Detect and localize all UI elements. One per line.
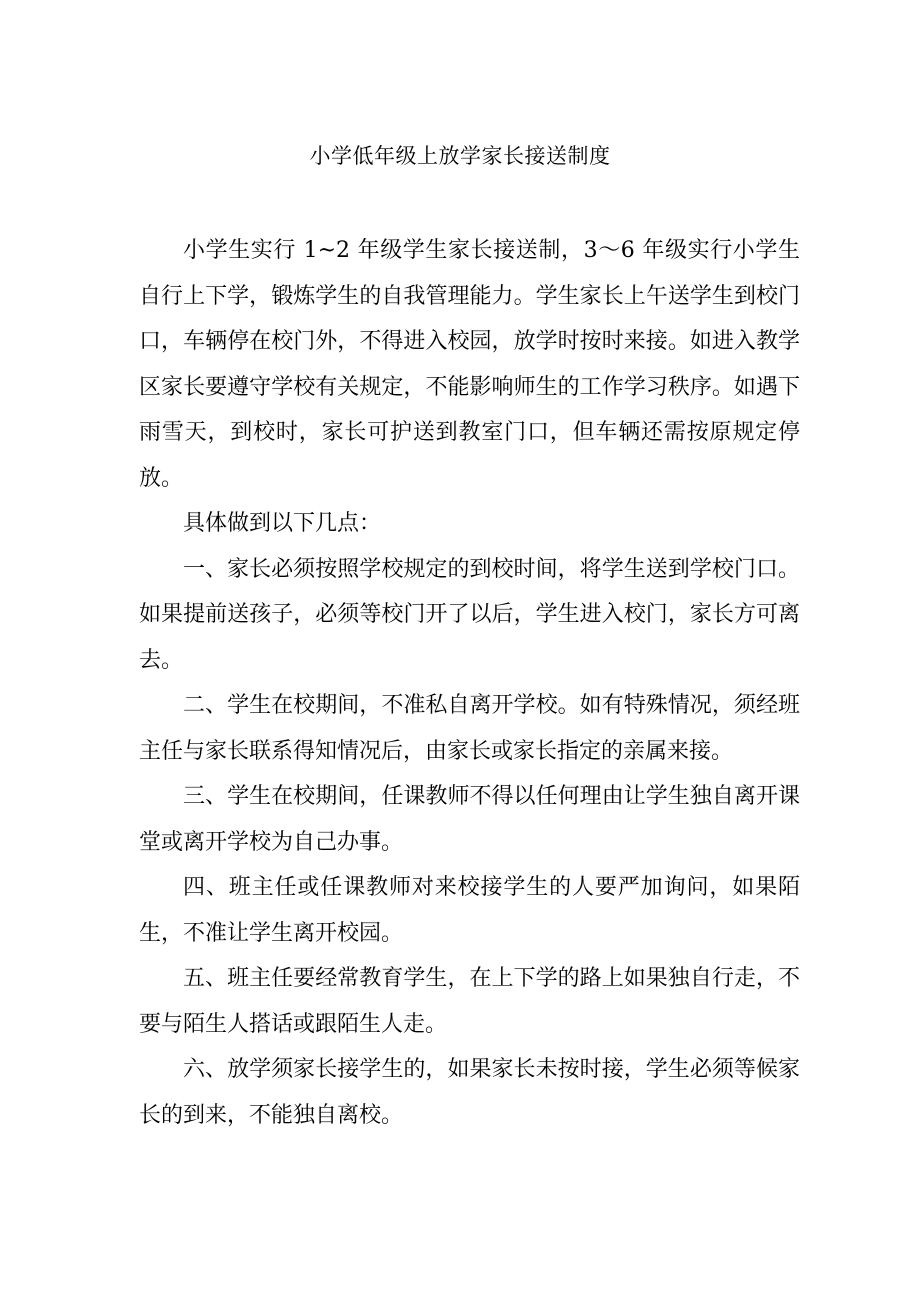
rule-paragraph-5: 五、班主任要经常教育学生，在上下学的路上如果独自行走，不要与陌生人搭话或跟陌生人走。	[139, 966, 800, 1037]
document-body	[139, 228, 800, 1138]
rule-paragraph-2: 二、学生在校期间，不准私自离开学校。如有特殊情况，须经班主任与家长联系得知情况后，由家长或家长指定的亲属来接。	[139, 693, 800, 764]
rule-paragraph-4: 四、班主任或任课教师对来校接学生的人要严加询问，如果陌生，不准让学生离开校园。	[139, 875, 800, 946]
rule-paragraph-3: 三、学生在校期间，任课教师不得以任何理由让学生独自离开课堂或离开学校为自己办事。	[139, 784, 800, 855]
rule-paragraph-6: 六、放学须家长接学生的，如果家长未按时接，学生必须等候家长的到来，不能独自离校。	[139, 1057, 800, 1128]
rule-paragraph-1: 一、家长必须按照学校规定的到校时间，将学生送到学校门口。如果提前送孩子，必须等校门开了以后，学生进入校门，家长方可离去。	[139, 556, 800, 673]
intro-paragraph: 小学生实行 1~2 年级学生家长接送制，3～6 年级实行小学生自行上下学，锻炼学生的自我管理能力。学生家长上午送学生到校门口，车辆停在校门外，不得进入校园，放学时按时来接。如进入教学区家长要遵守学校有关规定，不能影响师生的工作学习秩序。如遇下雨雪天，到校时，家长可护送到教室门口，但车辆还需按原规定停放。	[139, 238, 800, 491]
list-lead-paragraph: 具体做到以下几点：	[183, 511, 382, 536]
document-title: 小学低年级上放学家长接送制度	[309, 144, 611, 168]
